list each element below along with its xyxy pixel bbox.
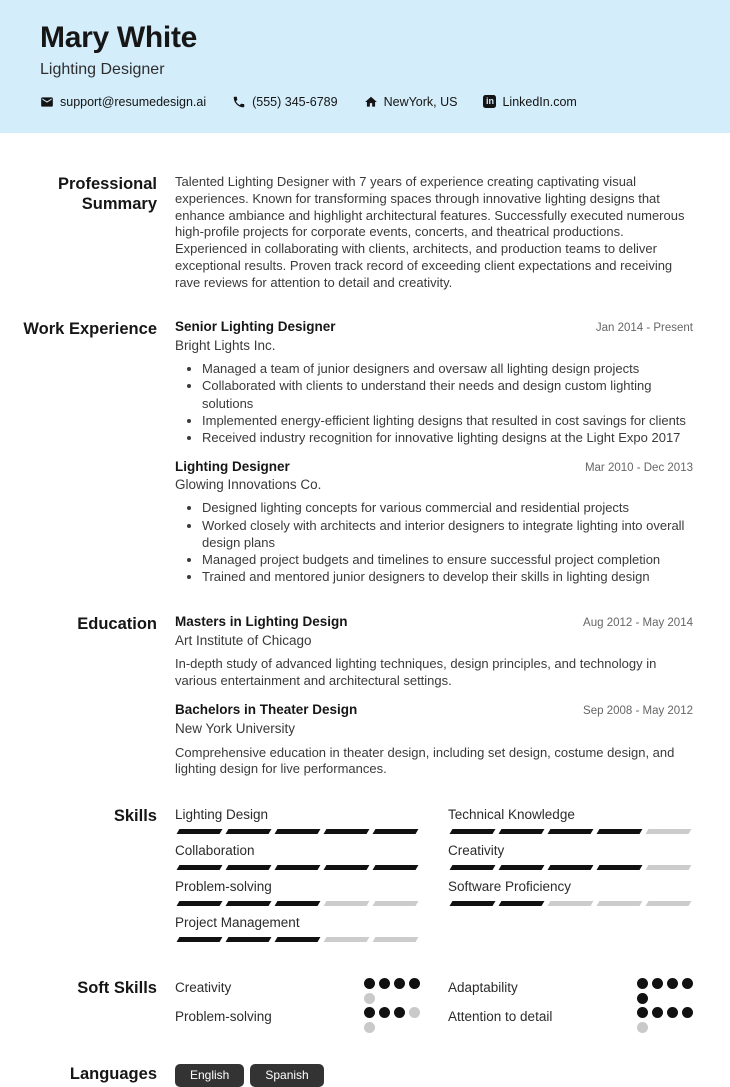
bar-segment-filled: [450, 865, 496, 870]
skill-level-bar: [175, 937, 420, 942]
degree-description: Comprehensive education in theater design, including set design, costume design, and lighting design for live performances.: [175, 744, 675, 777]
bar-segment-filled: [499, 865, 545, 870]
job-title: Lighting Designer: [175, 458, 290, 474]
bar-segment-filled: [177, 829, 223, 834]
bar-segment-empty: [324, 937, 370, 942]
skill-name: Technical Knowledge: [448, 807, 575, 823]
rating-dot-filled: [637, 993, 648, 1004]
summary-text: Talented Lighting Designer with 7 years of experience creating captivating visual experiences. Known for transforming spaces through innovative lighting designs that enhance ambiance and highlight architectural features. Successfully executed numerous high-profile projects for corporate events, concerts, and theatrical productions. Experienced in collaborating with clients, architects, and production teams to deliver exceptional results. Proven track record of exceeding client expectations and receiving rave reviews for attention to detail and creativity.: [175, 174, 685, 290]
bar-segment-filled: [177, 901, 223, 906]
job-company: Glowing Innovations Co.: [175, 477, 322, 493]
resume-body: [0, 133, 730, 1087]
section-soft-skills: [0, 978, 693, 1036]
skill-name: Project Management: [175, 915, 300, 931]
resume-header: [0, 0, 730, 133]
rating-dot-empty: [409, 1007, 420, 1018]
bar-segment-empty: [646, 865, 692, 870]
language-pill-row: [175, 1064, 693, 1086]
candidate-name: Mary White: [40, 21, 198, 54]
soft-skill-dots: [637, 978, 693, 1004]
soft-skill-row: [448, 1007, 693, 1034]
degree-school: New York University: [175, 720, 296, 736]
bar-segment-empty: [548, 901, 594, 906]
bar-segment-filled: [226, 937, 272, 942]
bar-segment-filled: [548, 865, 594, 870]
degree-dates: Sep 2008 - May 2012: [583, 704, 693, 717]
contact-location[interactable]: [364, 95, 458, 109]
rating-dot-filled: [682, 1007, 693, 1018]
section-languages: [0, 1064, 693, 1086]
bar-segment-filled: [275, 901, 321, 906]
bar-segment-empty: [646, 829, 692, 834]
bullet-item: • Managed project budgets and timelines to ensure successful project completion: [202, 551, 693, 568]
soft-skill-row: [175, 1007, 420, 1034]
bar-segment-filled: [226, 829, 272, 834]
education-entry: [175, 614, 693, 690]
rating-dot-filled: [667, 1007, 678, 1018]
contact-email-text: support@resumedesign.ai: [60, 94, 207, 109]
bullet-item: • Received industry recognition for innovative lighting designs at the Light Expo 2017: [202, 429, 693, 446]
skills-grid: [175, 806, 693, 950]
bar-segment-filled: [548, 829, 594, 834]
rating-dot-filled: [379, 978, 390, 989]
soft-skill-dots: [364, 1007, 420, 1033]
rating-dot-filled: [409, 978, 420, 989]
bar-segment-empty: [597, 901, 643, 906]
degree-dates: Aug 2012 - May 2014: [583, 616, 693, 629]
degree-title: Masters in Lighting Design: [175, 613, 348, 629]
rating-dot-filled: [364, 1007, 375, 1018]
phone-icon: [232, 95, 246, 109]
skill-name: Collaboration: [175, 843, 255, 859]
education-entry: [175, 702, 693, 778]
bar-segment-filled: [226, 865, 272, 870]
soft-skill-name: Attention to detail: [448, 1009, 553, 1025]
section-professional-summary: [0, 174, 693, 291]
bullet-item: • Managed a team of junior designers and oversaw all lighting design projects: [202, 360, 693, 377]
bar-segment-filled: [373, 865, 419, 870]
home-icon: [364, 95, 378, 109]
bullet-item: • Trained and mentored junior designers to develop their skills in lighting design: [202, 568, 693, 585]
soft-skill-row: [175, 978, 420, 1005]
section-heading-soft-skills: Soft Skills: [77, 979, 157, 998]
bullet-item: • Implemented energy-efficient lighting designs that resulted in cost savings for clients: [202, 412, 693, 429]
degree-title: Bachelors in Theater Design: [175, 701, 358, 717]
bar-segment-filled: [177, 937, 223, 942]
bar-segment-filled: [597, 865, 643, 870]
bar-segment-filled: [275, 829, 321, 834]
skill-row: [448, 842, 693, 870]
bar-segment-filled: [324, 865, 370, 870]
soft-skill-name: Creativity: [175, 980, 232, 996]
section-work-experience: [0, 319, 693, 585]
bar-segment-filled: [275, 865, 321, 870]
rating-dot-filled: [652, 1007, 663, 1018]
skill-level-bar: [448, 901, 693, 906]
bar-segment-empty: [646, 901, 692, 906]
rating-dot-filled: [637, 978, 648, 989]
candidate-job-title: Lighting Designer: [40, 60, 165, 78]
soft-skill-dots: [637, 1007, 693, 1033]
section-education: [0, 614, 693, 779]
bar-segment-filled: [499, 829, 545, 834]
bar-segment-filled: [177, 865, 223, 870]
skill-name: Creativity: [448, 843, 505, 859]
bullet-item: • Collaborated with clients to understand their needs and design custom lighting solutions: [202, 377, 693, 412]
skill-level-bar: [448, 829, 693, 834]
section-heading-experience: Work Experience: [23, 320, 157, 339]
linkedin-icon: in: [483, 95, 496, 108]
rating-dot-filled: [637, 1007, 648, 1018]
soft-skill-name: Problem-solving: [175, 1009, 272, 1025]
language-pill: English: [175, 1064, 244, 1086]
contact-linkedin[interactable]: [483, 95, 576, 109]
contact-linkedin-text: LinkedIn.com: [502, 94, 577, 109]
rating-dot-empty: [364, 1022, 375, 1033]
skill-row: [175, 806, 420, 834]
bar-segment-filled: [450, 829, 496, 834]
degree-description: In-depth study of advanced lighting techniques, design principles, and technology in various entertainment and architectural settings.: [175, 656, 657, 689]
bullet-item: • Worked closely with architects and interior designers to integrate lighting into overall design plans: [202, 517, 693, 552]
skill-name: Problem-solving: [175, 879, 272, 895]
rating-dot-filled: [682, 978, 693, 989]
bar-segment-empty: [373, 901, 419, 906]
job-entry: [175, 459, 693, 586]
rating-dot-filled: [667, 978, 678, 989]
soft-skills-grid: [175, 978, 693, 1036]
section-heading-languages: Languages: [69, 1065, 157, 1084]
section-skills: [0, 806, 693, 950]
soft-skill-row: [448, 978, 693, 1005]
section-heading-skills: Skills: [113, 807, 157, 826]
soft-skill-dots: [364, 978, 420, 1004]
job-dates: Mar 2010 - Dec 2013: [584, 461, 693, 474]
skill-level-bar: [175, 829, 420, 834]
contact-location-text: NewYork, US: [383, 94, 458, 109]
bar-segment-filled: [450, 901, 496, 906]
rating-dot-empty: [637, 1022, 648, 1033]
section-heading-education: Education: [77, 614, 157, 633]
bar-segment-filled: [597, 829, 643, 834]
contact-phone-text: (555) 345-6789: [252, 94, 338, 109]
skill-name: Lighting Design: [175, 807, 269, 823]
rating-dot-filled: [379, 1007, 390, 1018]
bar-segment-filled: [373, 829, 419, 834]
contact-phone[interactable]: [232, 95, 337, 109]
bar-segment-filled: [275, 937, 321, 942]
job-bullet-list: [175, 360, 693, 446]
skill-level-bar: [448, 865, 693, 870]
bar-segment-empty: [373, 937, 419, 942]
contact-email[interactable]: [40, 95, 206, 109]
rating-dot-empty: [364, 993, 375, 1004]
language-pill: Spanish: [250, 1064, 323, 1086]
skill-row: [448, 806, 693, 834]
job-dates: Jan 2014 - Present: [595, 322, 693, 335]
skill-row: [448, 878, 693, 906]
rating-dot-filled: [652, 978, 663, 989]
skill-level-bar: [175, 865, 420, 870]
degree-school: Art Institute of Chicago: [175, 632, 312, 648]
job-bullet-list: [175, 499, 693, 585]
rating-dot-filled: [364, 978, 375, 989]
skill-row: [175, 914, 420, 942]
rating-dot-filled: [394, 1007, 405, 1018]
job-company: Bright Lights Inc.: [175, 338, 276, 354]
bar-segment-filled: [226, 901, 272, 906]
bar-segment-filled: [499, 901, 545, 906]
bullet-item: • Designed lighting concepts for various commercial and residential projects: [202, 499, 693, 516]
rating-dot-filled: [394, 978, 405, 989]
section-heading-summary: Professional Summary: [57, 175, 157, 214]
soft-skill-name: Adaptability: [448, 980, 518, 996]
skill-name: Software Proficiency: [448, 879, 572, 895]
contact-row: [40, 95, 690, 109]
job-entry: [175, 319, 693, 446]
email-icon: [40, 95, 54, 109]
skill-level-bar: [175, 901, 420, 906]
job-title: Senior Lighting Designer: [175, 319, 336, 335]
bar-segment-filled: [324, 829, 370, 834]
bar-segment-empty: [324, 901, 370, 906]
skill-row: [175, 842, 420, 870]
skill-row: [175, 878, 420, 906]
